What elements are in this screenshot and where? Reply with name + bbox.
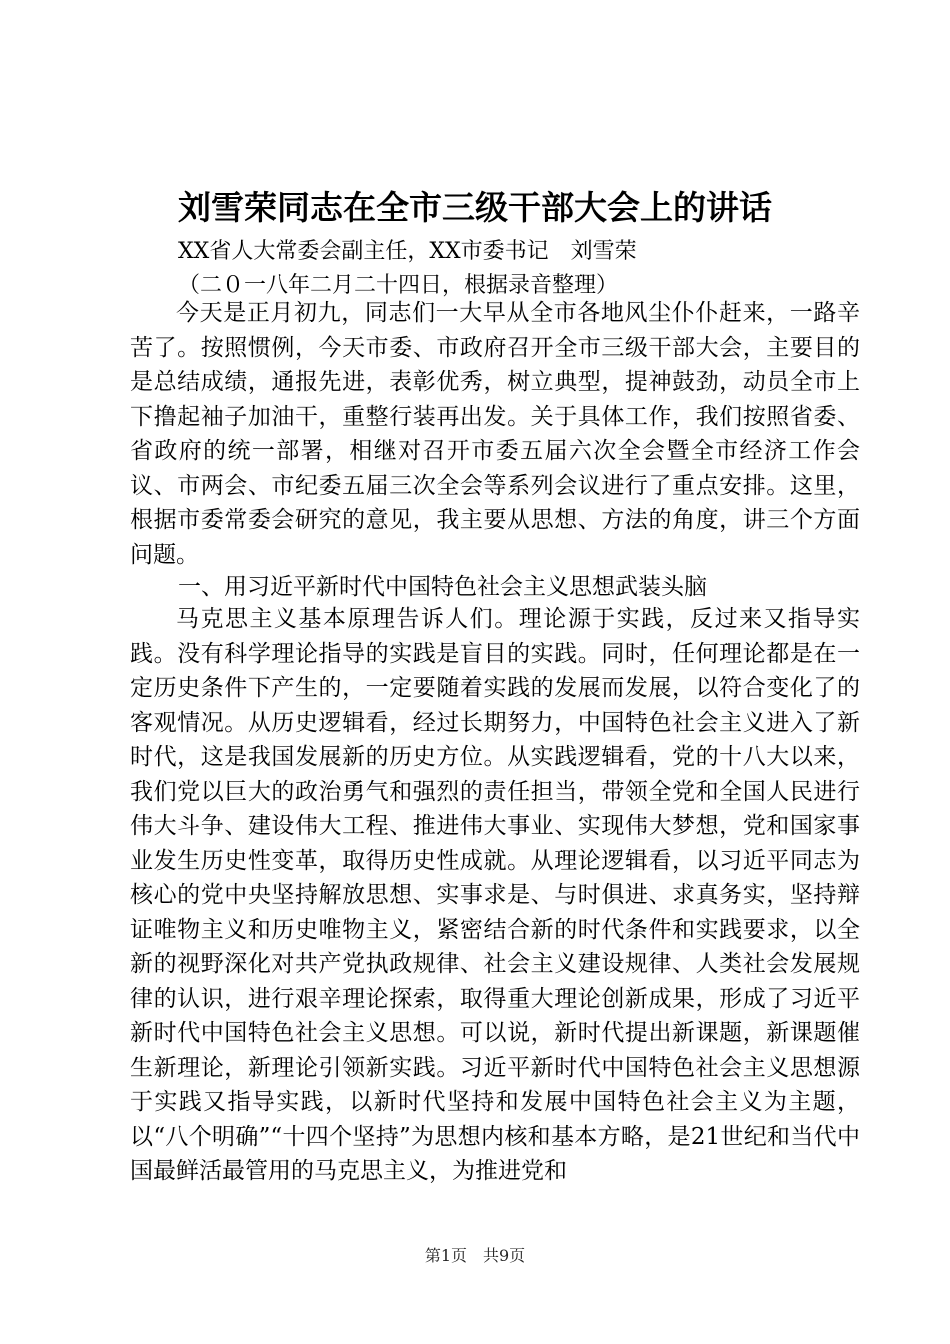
intro-paragraph: 今天是正月初九，同志们一大早从全市各地风尘仆仆赶来，一路辛苦了。按照惯例，今天市委、市政府召开全市三级干部大会，主要目的是总结成绩，通报先进，表彰优秀，树立典型，提神鼓劲，动员全市上下撸起袖子加油干，重整行装再出发。关于具体工作，我们按照省委、省政府的统一部署，相继对召开市委五届六次全会暨全市经济工作会议、市两会、市纪委五届三次全会等系列会议进行了重点安排。这里，根据市委常委会研究的意见，我主要从思想、方法的角度，讲三个方面问题。	[130, 300, 860, 568]
date-note: （二０一八年二月二十四日，根据录音整理）	[178, 273, 619, 298]
section-paragraph-block	[130, 602, 860, 1189]
document-title: 刘雪荣同志在全市三级干部大会上的讲话	[178, 188, 772, 227]
section-paragraph: 马克思主义基本原理告诉人们。理论源于实践，反过来又指导实践。没有科学理论指导的实践是盲目的实践。同时，任何理论都是在一定历史条件下产生的，一定要随着实践的发展而发展，以符合变化了的客观情况。从历史逻辑看，经过长期努力，中国特色社会主义进入了新时代，这是我国发展新的历史方位。从实践逻辑看，党的十八大以来，我们党以巨大的政治勇气和强烈的责任担当，带领全党和全国人民进行伟大斗争、建设伟大工程、推进伟大事业、实现伟大梦想，党和国家事业发生历史性变革，取得历史性成就。从理论逻辑看，以习近平同志为核心的党中央坚持解放思想、实事求是、与时俱进、求真务实，坚持辩证唯物主义和历史唯物主义，紧密结合新的时代条件和实践要求，以全新的视野深化对共产党执政规律、社会主义建设规律、人类社会发展规律的认识，进行艰辛理论探索，取得重大理论创新成果，形成了习近平新时代中国特色社会主义思想。可以说，新时代提出新课题，新课题催生新理论，新理论引领新实践。习近平新时代中国特色社会主义思想源于实践又指导实践，以新时代坚持和发展中国特色社会主义为主题，以“八个明确”“十四个坚持”为思想内核和基本方略，是21世纪和当代中国最鲜活最管用的马克思主义，为推进党和	[130, 606, 860, 1184]
author-line: XX省人大常委会副主任，XX市委书记 刘雪荣	[178, 239, 637, 264]
page-indicator: 第1页 共9页	[424, 1246, 526, 1265]
intro-paragraph-block	[130, 296, 860, 572]
section-heading: 一、用习近平新时代中国特色社会主义思想武装头脑	[178, 574, 707, 600]
